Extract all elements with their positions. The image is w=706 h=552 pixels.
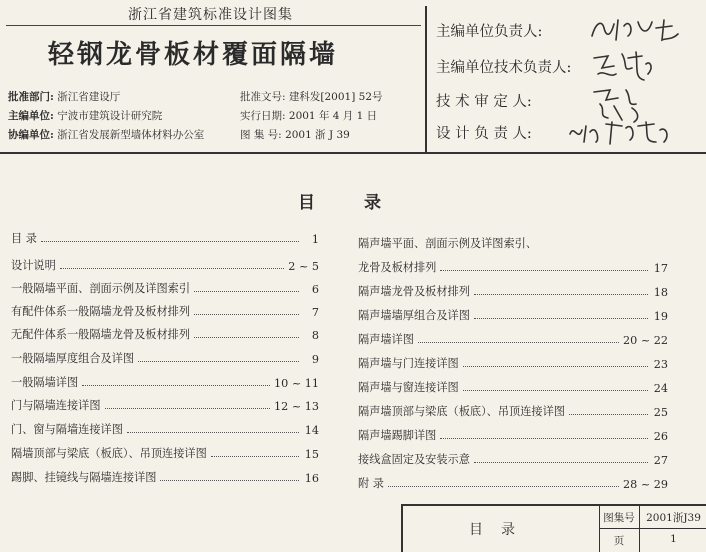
toc-entry[interactable] <box>11 257 319 273</box>
series-rule <box>6 25 421 26</box>
leader-dots <box>440 438 648 439</box>
toc-entry-label: 有配件体系一般隔墙龙骨及板材排列 <box>11 305 191 318</box>
toc-entry[interactable] <box>358 331 668 347</box>
toc-entry-label: 龙骨及板材排列 <box>358 261 437 274</box>
toc-entry-label: 设计说明 <box>11 259 56 272</box>
leader-dots <box>463 366 648 367</box>
toc-entry[interactable] <box>358 379 668 395</box>
toc-entry[interactable] <box>11 350 319 366</box>
toc-entry-page: 17 <box>653 262 668 275</box>
signature-4 <box>566 118 676 148</box>
approval-dept-value: 浙江省建设厅 <box>57 91 121 103</box>
atlas-title: 轻钢龙骨板材覆面隔墙 <box>48 40 339 70</box>
toc-entry-page: 16 <box>304 472 319 485</box>
effective-date <box>240 109 377 124</box>
toc-entry[interactable] <box>358 355 668 371</box>
toc-entry-page: 26 <box>653 430 668 443</box>
leader-dots <box>41 241 299 242</box>
toc-entry-label: 门、窗与隔墙连接详图 <box>11 423 123 436</box>
toc-entry-page: 28 ~ 29 <box>623 478 668 491</box>
toc-entry-label: 附 录 <box>358 477 384 490</box>
toc-entry-label: 隔声墙踢脚详图 <box>358 429 437 442</box>
leader-dots <box>388 486 619 487</box>
header-left <box>0 0 425 152</box>
effective-date-label: 实行日期: <box>240 110 286 122</box>
toc-entry-label: 隔声墙顶部与梁底（板底）、吊顶连接详图 <box>358 405 565 418</box>
toc-entry-page: 25 <box>653 406 668 419</box>
toc-entry-page: 1 <box>311 233 319 246</box>
resp-chief-unit: 主编单位负责人: <box>436 24 543 40</box>
approval-no-value: 建科发[2001] 52号 <box>288 91 383 103</box>
leader-dots <box>474 462 648 463</box>
approval-no-label: 批准文号: <box>240 91 286 103</box>
compile-unit <box>8 109 162 124</box>
resp-design-lead: 设 计 负 责 人: <box>436 126 532 142</box>
atlas-no <box>240 128 350 143</box>
toc-entry-label: 门与隔墙连接详图 <box>11 399 101 412</box>
title-block-label: 目录 <box>469 522 533 538</box>
approval-dept <box>8 90 120 105</box>
toc-entry-page: 24 <box>653 382 668 395</box>
toc-entry[interactable] <box>11 421 319 437</box>
toc-entry[interactable] <box>358 283 668 299</box>
toc-entry-label: 隔声墙龙骨及板材排列 <box>358 285 470 298</box>
co-unit <box>8 128 204 143</box>
toc-entry-label: 无配件体系一般隔墙龙骨及板材排列 <box>11 328 191 341</box>
title-block <box>401 504 706 552</box>
toc-entry-label: 隔声墙与门连接详图 <box>358 357 459 370</box>
approval-no <box>240 90 383 105</box>
toc-entry-label: 隔墙顶部与梁底（板底）、吊顶连接详图 <box>11 447 207 460</box>
toc-entry[interactable] <box>358 307 668 323</box>
toc-entry-page: 27 <box>653 454 668 467</box>
leader-dots <box>474 318 648 319</box>
toc-entry[interactable] <box>358 259 668 275</box>
toc-entry-label: 隔声墙墙厚组合及详图 <box>358 309 470 322</box>
toc-entry-label: 一般隔墙详图 <box>11 376 79 389</box>
toc-entry-label: 目 录 <box>11 232 37 245</box>
toc-entry[interactable] <box>11 469 319 485</box>
compile-unit-value: 宁波市建筑设计研究院 <box>57 110 163 122</box>
toc-entry[interactable] <box>11 280 319 296</box>
toc-entry-label: 一般隔墙厚度组合及详图 <box>11 352 135 365</box>
toc-entry[interactable] <box>11 326 319 342</box>
toc-entry[interactable] <box>11 303 319 319</box>
leader-dots <box>440 270 648 271</box>
leader-dots <box>474 294 648 295</box>
toc-entry[interactable] <box>358 427 668 443</box>
leader-dots <box>194 337 299 338</box>
toc-entry-page: 10 ~ 11 <box>274 377 319 390</box>
header-divider <box>425 6 427 152</box>
co-unit-label: 协编单位: <box>8 129 54 141</box>
toc-entry[interactable] <box>358 403 668 419</box>
toc-entry-page: 15 <box>304 448 319 461</box>
signature-1 <box>588 14 688 46</box>
atlas-no-label: 图 集 号: <box>240 129 282 141</box>
toc-entry-page: 8 <box>311 329 319 342</box>
toc-entry[interactable] <box>11 445 319 461</box>
contents-title-2: 录 <box>364 193 381 213</box>
atlas-no-cell-value: 2001浙J39 <box>646 512 701 524</box>
toc-entry-page: 23 <box>653 358 668 371</box>
toc-entry[interactable] <box>11 230 319 246</box>
leader-dots <box>138 361 299 362</box>
toc-entry-label: 接线盒固定及安装示意 <box>358 453 470 466</box>
toc-entry-page: 14 <box>304 424 319 437</box>
toc-entry-page: 2 ~ 5 <box>288 260 319 273</box>
leader-dots <box>127 432 299 433</box>
leader-dots <box>160 480 299 481</box>
toc-entry-label: 踢脚、挂镜线与隔墙连接详图 <box>11 471 157 484</box>
leader-dots <box>211 456 299 457</box>
resp-reviewer: 技 术 审 定 人: <box>436 94 532 110</box>
leader-dots <box>82 385 270 386</box>
toc-entry-label: 一般隔墙平面、剖面示例及详图索引 <box>11 282 191 295</box>
toc-entry-page: 18 <box>653 286 668 299</box>
toc-entry-page: 20 ~ 22 <box>623 334 668 347</box>
toc-entry[interactable] <box>11 397 319 413</box>
toc-entry-page: 12 ~ 13 <box>274 400 319 413</box>
effective-date-value: 2001 年 4 月 1 日 <box>288 110 378 122</box>
toc-entry-label: 隔声墙详图 <box>358 333 414 346</box>
series-title: 浙江省建筑标准设计图集 <box>128 7 293 23</box>
leader-dots <box>418 342 619 343</box>
atlas-no-cell-label: 图集号 <box>603 512 635 524</box>
leader-dots <box>194 291 299 292</box>
contents-title-1: 目 <box>298 193 315 213</box>
page-cell-label: 页 <box>613 535 625 547</box>
toc-entry[interactable] <box>358 475 668 491</box>
leader-dots <box>105 408 271 409</box>
page-cell-value: 1 <box>670 533 677 545</box>
leader-dots <box>463 390 648 391</box>
toc-entry[interactable] <box>11 374 319 390</box>
leader-dots <box>194 314 299 315</box>
toc-entry-label: 隔声墙与窗连接详图 <box>358 381 459 394</box>
approval-dept-label: 批准部门: <box>8 91 54 103</box>
atlas-no-value: 2001 浙 J 39 <box>285 129 350 141</box>
compile-unit-label: 主编单位: <box>8 110 54 122</box>
header-rule <box>0 152 706 154</box>
toc-entry-page: 7 <box>311 306 319 319</box>
toc-entry-page: 9 <box>311 353 319 366</box>
co-unit-value: 浙江省发展新型墙体材料办公室 <box>57 129 205 141</box>
leader-dots <box>60 268 285 269</box>
toc-entry-page: 19 <box>653 310 668 323</box>
toc-entry[interactable] <box>358 451 668 467</box>
toc-entry-label-line-1[interactable]: 隔声墙平面、剖面示例及详图索引、 <box>358 237 538 250</box>
leader-dots <box>569 414 648 415</box>
title-block-hline <box>599 528 706 529</box>
resp-tech-chief: 主编单位技术负责人: <box>436 60 572 76</box>
toc-entry-page: 6 <box>311 283 319 296</box>
signature-2 <box>588 48 658 86</box>
